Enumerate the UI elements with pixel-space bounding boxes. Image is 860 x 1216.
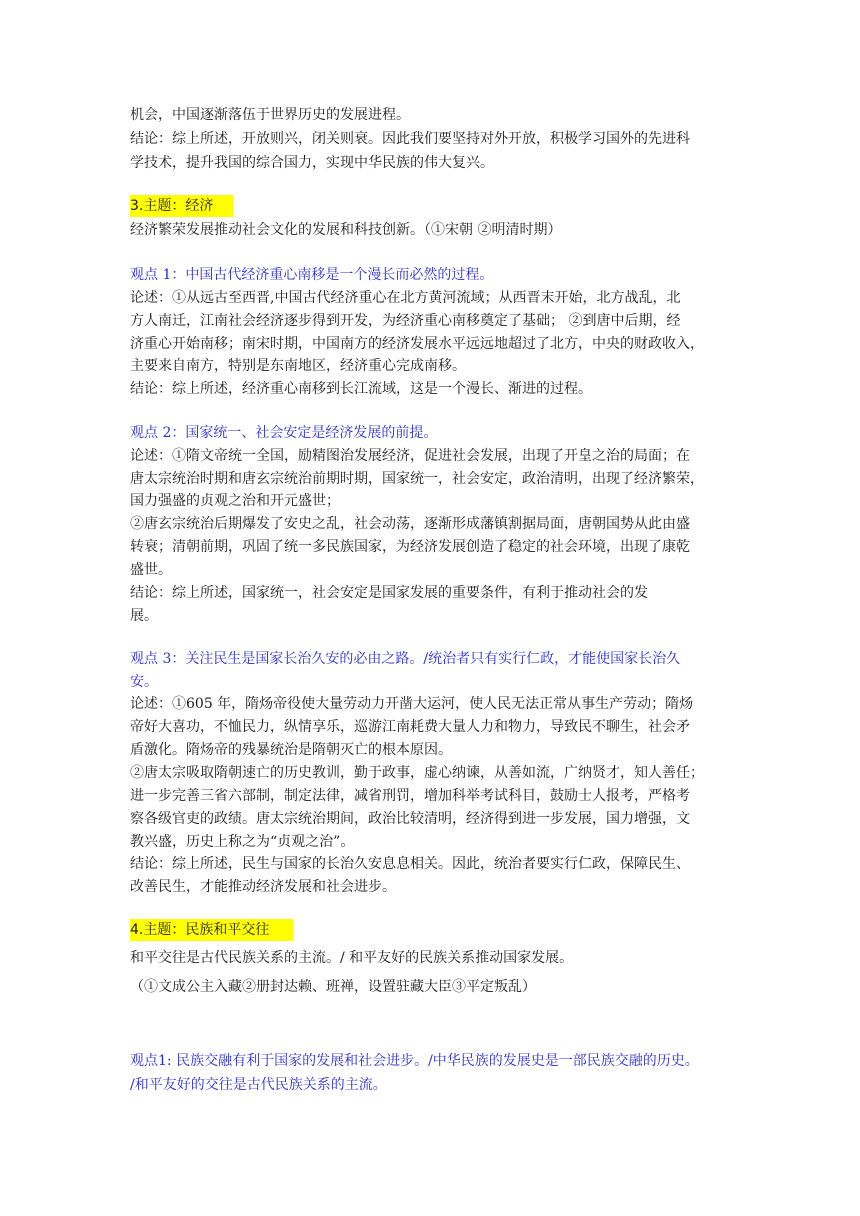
text-line: 和平交往是古代民族关系的主流。/ 和平友好的民族关系推动国家发展。 — [130, 950, 574, 966]
text-line: 进一步完善三省六部制，制定法律，减省刑罚，增加科举考试科目，鼓励士人报考，严格考 — [130, 788, 690, 804]
viewpoint-line: 观点1: 民族交融有利于国家的发展和社会进步。/中华民族的发展史是一部民族交融的历史。 — [130, 1053, 699, 1069]
text-line: 察各级官吏的政绩。唐太宗统治期间，政治比较清明，经济得到进一步发展，国力增强，文 — [130, 811, 690, 827]
text-line: 唐太宗统治时期和唐玄宗统治前期时期，国家统一，社会安定，政治清明，出现了经济繁荣， — [130, 471, 704, 487]
section-heading — [130, 195, 740, 217]
text-line: 结论：综上所述，民生与国家的长治久安息息相关。因此，统治者要实行仁政，保障民生、 — [130, 856, 690, 872]
text-line: 学技术，提升我国的综合国力，实现中华民族的伟大复兴。 — [130, 155, 494, 171]
text-line: 改善民生，才能推动经济发展和社会进步。 — [130, 879, 396, 895]
text-line: 济重心开始南移；南宋时期，中国南方的经济发展水平远远地超过了北方，中央的财政收入， — [130, 336, 704, 352]
viewpoint-line: 安。 — [130, 674, 158, 690]
viewpoint-line: 观点 3：关注民生是国家长治久安的必由之路。/统治者只有实行仁政，才能使国家长治久 — [130, 651, 681, 667]
text-line: 结论：综上所述，开放则兴，闭关则衰。因此我们要坚持对外开放，积极学习国外的先进科 — [130, 131, 690, 147]
text-line: 盾激化。隋炀帝的残暴统治是隋朝灭亡的根本原因。 — [130, 742, 452, 758]
text-line: 结论：综上所述，经济重心南移到长江流域，这是一个漫长、渐进的过程。 — [130, 381, 592, 397]
text-line: ②唐太宗吸取隋朝速亡的历史教训，勤于政事，虚心纳谏，从善如流，广纳贤才，知人善任； — [130, 765, 704, 781]
text-line: 帝好大喜功，不恤民力，纵情享乐，巡游江南耗费大量人力和物力，导致民不聊生，社会矛 — [130, 719, 690, 735]
text-line: 方人南迁，江南社会经济逐步得到开发，为经济重心南移奠定了基础； ②到唐中后期，经 — [130, 313, 681, 329]
text-line: 国力强盛的贞观之治和开元盛世； — [130, 493, 340, 509]
text-line: 教兴盛，历史上称之为“贞观之治”。 — [130, 834, 355, 850]
text-line: 论述：①605 年，隋炀帝役使大量劳动力开凿大运河，使人民无法正常从事生产劳动；隋炀 — [130, 696, 694, 712]
text-line: 结论：综上所述，国家统一，社会安定是国家发展的重要条件，有利于推动社会的发 — [130, 585, 648, 601]
text-line: 经济繁荣发展推动社会文化的发展和科技创新。（①宋朝 ②明清时期） — [130, 222, 562, 238]
viewpoint-line: 观点 1：中国古代经济重心南移是一个漫长而必然的过程。 — [130, 267, 494, 283]
text-line: 主要来自南方，特别是东南地区，经济重心完成南移。 — [130, 358, 466, 374]
section-heading — [130, 919, 740, 941]
text-line: （①文成公主入藏②册封达赖、班禅，设置驻藏大臣③平定叛乱） — [130, 979, 536, 995]
text-line: 展。 — [130, 608, 158, 624]
viewpoint-line: 观点 2：国家统一、社会安定是经济发展的前提。 — [130, 425, 438, 441]
text-line: 盛世。 — [130, 562, 172, 578]
text-line: 机会，中国逐渐落伍于世界历史的发展进程。 — [130, 107, 410, 123]
viewpoint-line: /和平友好的交往是古代民族关系的主流。 — [130, 1077, 387, 1093]
text-line: 转衰；清朝前期，巩固了统一多民族国家，为经济发展创造了稳定的社会环境，出现了康乾 — [130, 539, 690, 555]
text-line: 论述：①隋文帝统一全国，励精图治发展经济，促进社会发展，出现了开皇之治的局面；在 — [130, 448, 690, 464]
text-line: 论述：①从远古至西晋,中国古代经济重心在北方黄河流域；从西晋末开始，北方战乱，北 — [130, 290, 681, 306]
text-line: ②唐玄宗统治后期爆发了安史之乱，社会动荡，逐渐形成藩镇割据局面，唐朝国势从此由盛 — [130, 516, 690, 532]
highlighted-heading: 3.主题：经济 — [130, 195, 233, 217]
highlighted-heading: 4.主题：民族和平交往 — [130, 919, 293, 941]
